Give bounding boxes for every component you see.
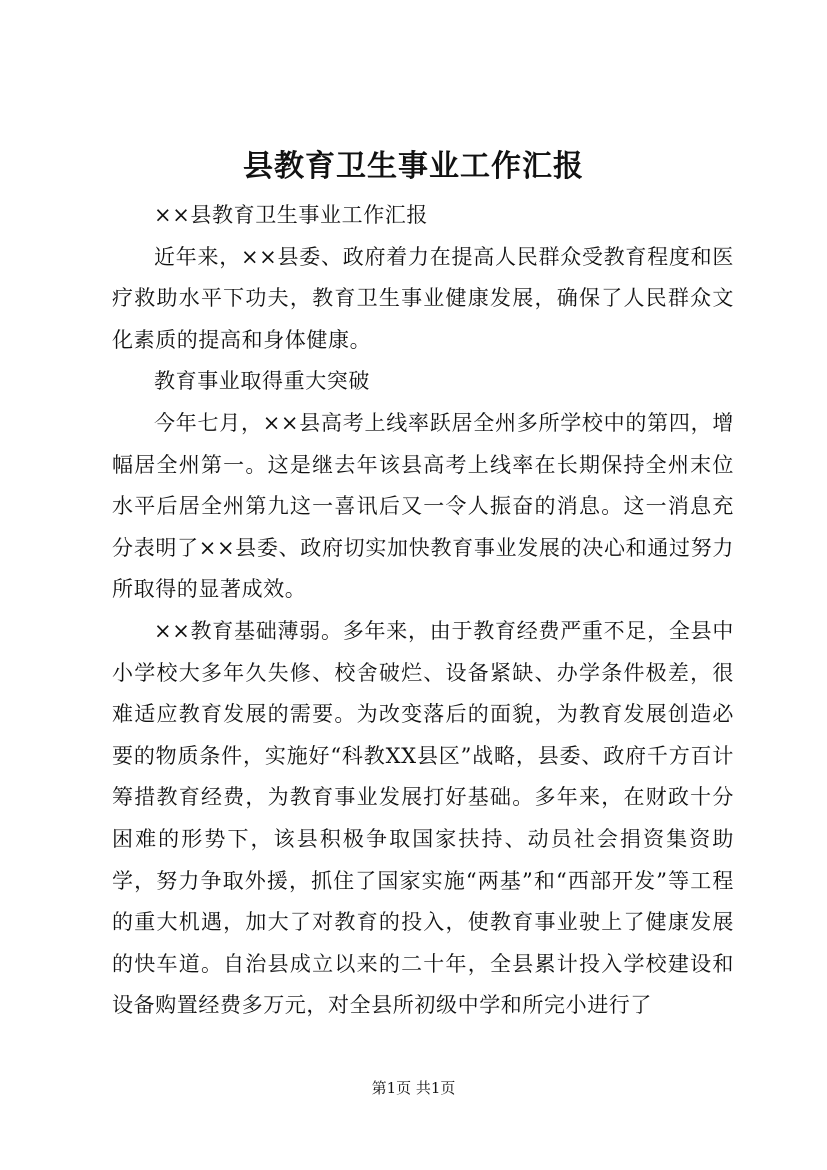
paragraph-intro: 近年来，××县委、政府着力在提高人民群众受教育程度和医疗救助水平下功夫，教育卫生事业健康发展，确保了人民群众文化素质的提高和身体健康。: [112, 244, 734, 352]
paragraph-section-heading: 教育事业取得重大突破: [154, 369, 370, 394]
document-title: 县教育卫生事业工作汇报: [243, 149, 584, 184]
document-body: [112, 195, 734, 1027]
paragraph-exam-results: 今年七月，××县高考上线率跃居全州多所学校中的第四，增幅居全州第一。这是继去年该县高考上线率在长期保持全州末位水平后居全州第九这一喜讯后又一令人振奋的消息。这一消息充分表明了××县委、政府切实加快教育事业发展的决心和通过努力所取得的显著成效。: [112, 410, 734, 602]
paragraph-education-funding: ××教育基础薄弱。多年来，由于教育经费严重不足，全县中小学校大多年久失修、校舍破烂、设备紧缺、办学条件极差，很难适应教育发展的需要。为改变落后的面貌，为教育发展创造必要的物质条件，实施好“科教XX县区”战略，县委、政府千方百计筹措教育经费，为教育事业发展打好基础。多年来，在财政十分困难的形势下，该县积极争取国家扶持、动员社会捐资集资助学，努力争取外援，抓住了国家实施“两基”和“西部开发”等工程的重大机遇，加大了对教育的投入，使教育事业驶上了健康发展的快车道。自治县成立以来的二十年，全县累计投入学校建设和设备购置经费多万元，对全县所初级中学和所完小进行了: [112, 618, 734, 1018]
paragraph-subtitle: ××县教育卫生事业工作汇报: [154, 203, 428, 227]
page-footer: 第1页 共1页: [371, 1079, 456, 1097]
